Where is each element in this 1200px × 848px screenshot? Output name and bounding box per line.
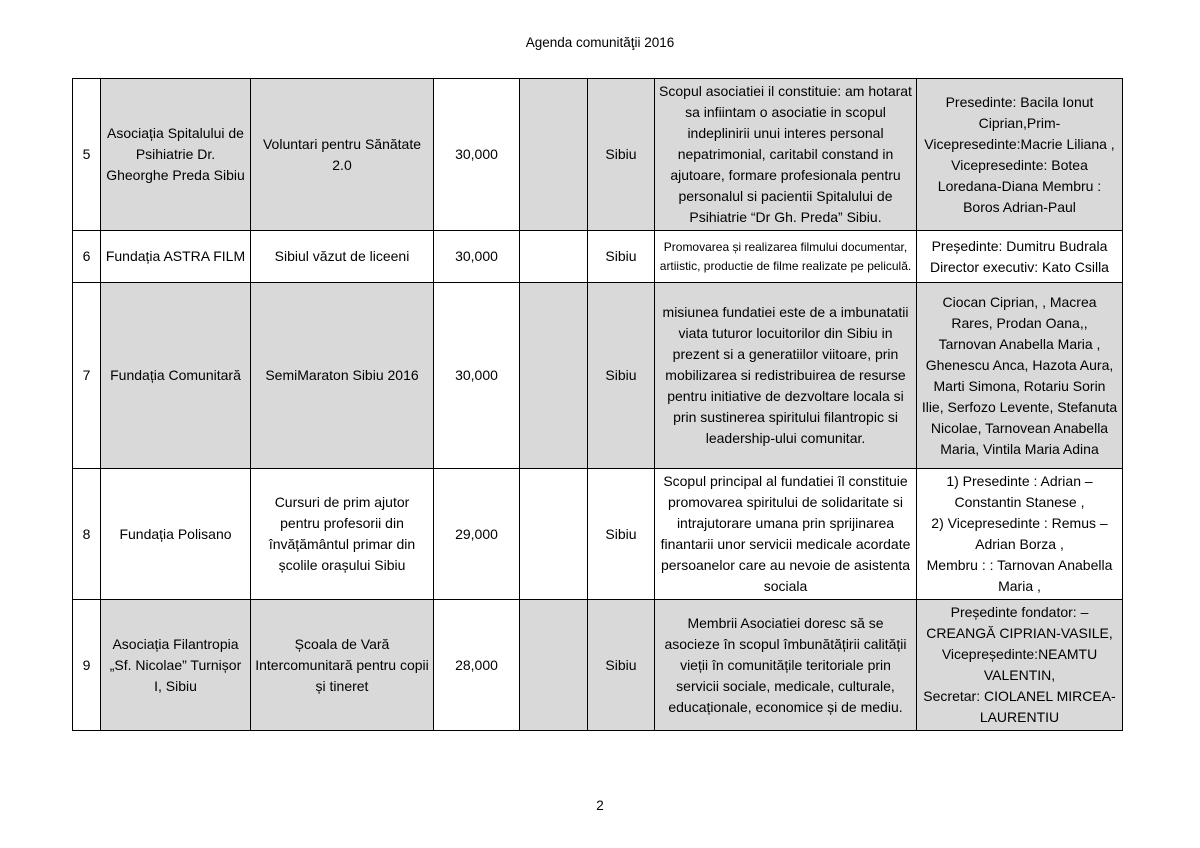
- member-line: Director executiv: Kato Csilla: [930, 258, 1109, 275]
- description-cell: Scopul principal al fundatiei îl constituie promovarea spiritului de solidaritate si intrajutorare umana prin sprijinarea finantarii unor servicii medicale acordate persoanelor care au nevoie de asistenta sociala: [655, 469, 917, 600]
- table-row: [73, 79, 1123, 231]
- grant-table: [72, 78, 1123, 731]
- description-cell: Promovarea și realizarea filmului documentar, artiistic, productie de filme realizate pe peliculă.: [655, 231, 917, 283]
- members-cell: [917, 283, 1123, 469]
- row-number: 8: [73, 469, 101, 600]
- city-cell: Sibiu: [588, 283, 655, 469]
- members-cell: [917, 600, 1123, 731]
- project-cell: Voluntari pentru Sănătate 2.0: [251, 79, 434, 231]
- extra-cell: [520, 600, 588, 731]
- members-cell: [917, 469, 1123, 600]
- organization-cell: Fundația Comunitară: [101, 283, 251, 469]
- amount-cell: 30,000: [434, 79, 520, 231]
- amount-cell: 30,000: [434, 231, 520, 283]
- member-line: Președinte: Dumitru Budrala: [931, 237, 1108, 254]
- page-number: 2: [596, 798, 604, 813]
- organization-cell: Asociația Filantropia „Sf. Nicolae” Turnișor I, Sibiu: [101, 600, 251, 731]
- project-cell: Școala de Vară Intercomunitară pentru copii și tineret: [251, 600, 434, 731]
- amount-cell: 28,000: [434, 600, 520, 731]
- extra-cell: [520, 79, 588, 231]
- member-line: Președinte fondator: –CREANGĂ CIPRIAN-VASILE,: [926, 604, 1113, 641]
- member-line: Vicepreședinte:NEAMTU VALENTIN,: [941, 646, 1098, 683]
- city-cell: Sibiu: [588, 231, 655, 283]
- row-number: 5: [73, 79, 101, 231]
- members-cell: [917, 231, 1123, 283]
- project-cell: Sibiul văzut de liceeni: [251, 231, 434, 283]
- members-cell: [917, 79, 1123, 231]
- member-line: 1) Presedinte : Adrian –Constantin Stanese ,: [946, 473, 1093, 510]
- organization-cell: Asociația Spitalului de Psihiatrie Dr. Gheorghe Preda Sibiu: [101, 79, 251, 231]
- organization-cell: Fundația ASTRA FILM: [101, 231, 251, 283]
- organization-cell: Fundația Polisano: [101, 469, 251, 600]
- amount-cell: 29,000: [434, 469, 520, 600]
- table-row: [73, 283, 1123, 469]
- document-header: Agenda comunităţii 2016: [525, 35, 675, 50]
- member-line: Secretar: CIOLANEL MIRCEA-LAURENTIU: [923, 688, 1116, 725]
- table-row: [73, 469, 1123, 600]
- extra-cell: [520, 469, 588, 600]
- description-cell: misiunea fundatiei este de a imbunatatii viata tuturor locuitorilor din Sibiu in prezent si a generatiilor viitoare, prin mobilizarea si redistribuirea de resurse pentru initiative de dezvoltare locala si prin sustinerea spiritului filantropic si leadership-ului comunitar.: [655, 283, 917, 469]
- table-row: [73, 231, 1123, 283]
- project-cell: SemiMaraton Sibiu 2016: [251, 283, 434, 469]
- member-line: Ciocan Ciprian, , Macrea Rares, Prodan Oana,, Tarnovan Anabella Maria , Ghenescu Anca, Hazota Aura, Marti Simona, Rotariu Sorin Ilie, Serfozo Levente, Stefanuta Nicolae, Tarnovean Anabella Maria, Vintila Maria Adina: [921, 293, 1118, 457]
- table-row: [73, 600, 1123, 731]
- member-line: Presedinte: Bacila Ionut Ciprian,Prim-Vicepresedinte:Macrie Liliana , Vicepresedinte: Botea Loredana-Diana Membru : Boros Adrian-Paul: [924, 93, 1115, 215]
- city-cell: Sibiu: [588, 600, 655, 731]
- extra-cell: [520, 283, 588, 469]
- city-cell: Sibiu: [588, 79, 655, 231]
- row-number: 6: [73, 231, 101, 283]
- row-number: 7: [73, 283, 101, 469]
- description-cell: Membrii Asociatiei doresc să se asocieze în scopul îmbunătățirii calității vieții în comunitățile teritoriale prin servicii sociale, medicale, culturale, educaționale, economice și de mediu.: [655, 600, 917, 731]
- member-line: 2) Vicepresedinte : Remus –Adrian Borza ,: [931, 515, 1108, 552]
- row-number: 9: [73, 600, 101, 731]
- extra-cell: [520, 231, 588, 283]
- description-cell: Scopul asociatiei il constituie: am hotarat sa infiintam o asociatie in scopul indeplinirii unui interes personal nepatrimonial, caritabil constand in ajutoare, formare profesionala pentru personalul si pacientii Spitalului de Psihiatrie “Dr Gh. Preda” Sibiu.: [655, 79, 917, 231]
- city-cell: Sibiu: [588, 469, 655, 600]
- member-line: Membru : : Tarnovan Anabella Maria ,: [926, 557, 1113, 594]
- project-cell: Cursuri de prim ajutor pentru profesorii din învățământul primar din școlile orașului Sibiu: [251, 469, 434, 600]
- amount-cell: 30,000: [434, 283, 520, 469]
